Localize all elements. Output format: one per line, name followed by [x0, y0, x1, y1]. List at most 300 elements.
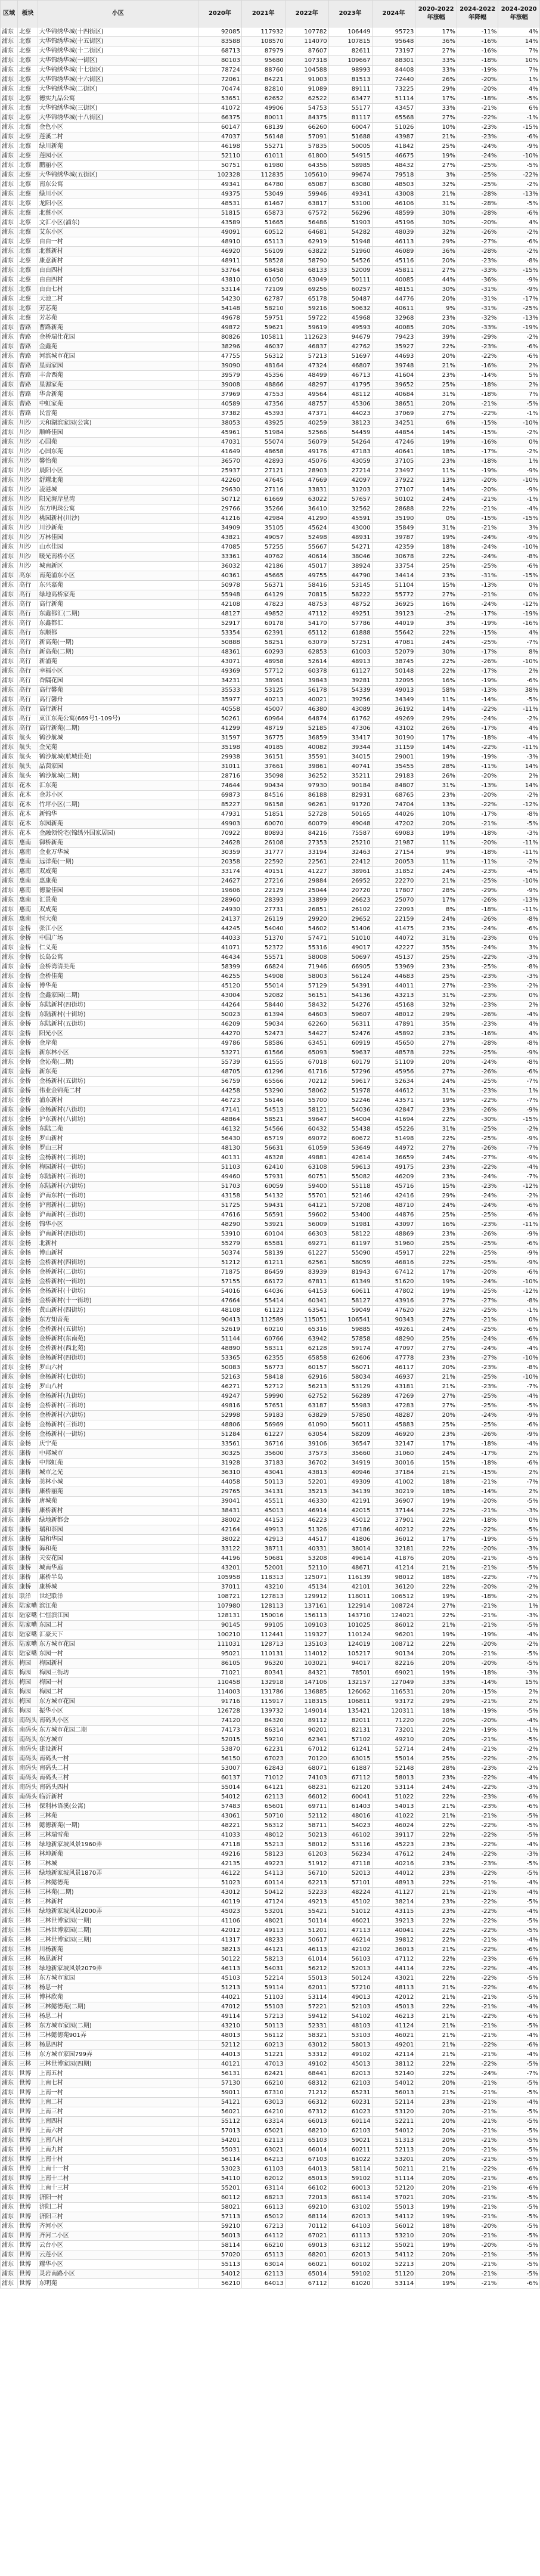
price-2023-cell: 49017 [328, 943, 372, 953]
price-2021-cell: 64129 [241, 590, 285, 600]
change-2022-2024-cell: -18% [457, 848, 498, 857]
district-cell: 浦东 [1, 342, 18, 352]
price-2020-cell: 49247 [198, 1392, 241, 1401]
price-2020-cell: 45023 [198, 1907, 241, 1916]
price-2022-cell: 66312 [285, 2098, 328, 2107]
price-2023-cell: 60179 [328, 1058, 372, 1067]
sector-cell: 川沙 [18, 438, 38, 447]
price-2020-cell: 43589 [198, 218, 241, 228]
price-2024-cell: 32095 [372, 676, 415, 686]
price-2021-cell: 65719 [241, 1134, 285, 1144]
price-2020-cell: 90413 [198, 1315, 241, 1325]
price-2021-cell: 65873 [241, 209, 285, 218]
sector-cell: 金杨 [18, 1115, 38, 1125]
change-2020-2024-cell: -13% [498, 314, 540, 323]
price-2023-cell: 40741 [328, 762, 372, 772]
change-2020-2024-cell: -2% [498, 1640, 540, 1649]
price-2024-cell: 47269 [372, 1392, 415, 1401]
price-2022-cell: 35591 [285, 753, 328, 762]
change-2020-2022-cell: 22% [415, 1134, 457, 1144]
sector-cell: 南码头 [18, 1783, 38, 1792]
change-2022-2024-cell: -23% [457, 123, 498, 132]
table-row [1, 1573, 540, 1583]
change-2022-2024-cell: -19% [457, 66, 498, 75]
price-2022-cell: 63108 [285, 1163, 328, 1172]
change-2020-2022-cell: 20% [415, 2155, 457, 2165]
change-2020-2022-cell: 22% [415, 1258, 457, 1268]
change-2022-2024-cell: -27% [457, 1354, 498, 1363]
price-2023-cell: 98993 [328, 66, 372, 75]
district-cell: 浦东 [1, 1077, 18, 1086]
price-2021-cell: 42984 [241, 514, 285, 524]
price-2020-cell: 43201 [198, 1563, 241, 1573]
price-2020-cell: 56759 [198, 1077, 241, 1086]
district-cell: 浦东 [1, 1916, 18, 1926]
change-2020-2022-cell: 23% [415, 2098, 457, 2107]
community-cell: 金杨新村(一街坊) [38, 1430, 198, 1439]
price-2020-cell: 49816 [198, 1401, 241, 1411]
district-cell: 浦东 [1, 543, 18, 552]
price-2021-cell: 84221 [241, 75, 285, 85]
price-2022-cell: 47669 [285, 476, 328, 485]
district-cell: 浦东 [1, 962, 18, 972]
change-2022-2024-cell: -20% [457, 85, 498, 94]
district-cell: 浦东 [1, 1449, 18, 1459]
district-cell: 浦东 [1, 657, 18, 667]
price-2024-cell: 41604 [372, 371, 415, 380]
sector-cell: 三林 [18, 1888, 38, 1897]
price-2020-cell: 91716 [198, 1697, 241, 1707]
change-2020-2022-cell: 23% [415, 1430, 457, 1439]
price-2020-cell: 58114 [198, 2241, 241, 2250]
district-cell: 浦东 [1, 1831, 18, 1840]
price-2020-cell: 60147 [198, 123, 241, 132]
district-cell: 浦东 [1, 2270, 18, 2279]
sector-cell: 金杨 [18, 1354, 38, 1363]
community-cell: 東江东苑公寓(669号1-109号) [38, 714, 198, 724]
change-2020-2022-cell: 23% [415, 1172, 457, 1182]
change-2020-2024-cell: -5% [498, 2260, 540, 2270]
price-2020-cell: 28716 [198, 772, 241, 781]
change-2022-2024-cell: -25% [457, 1048, 498, 1058]
price-2021-cell: 95680 [241, 56, 285, 66]
district-cell: 浦东 [1, 753, 18, 762]
community-cell: 山水佳园 [38, 543, 198, 552]
district-cell: 浦东 [1, 1058, 18, 1067]
district-cell: 浦东 [1, 1401, 18, 1411]
change-2020-2022-cell: 19% [415, 438, 457, 447]
change-2022-2024-cell: -15% [457, 514, 498, 524]
district-cell: 浦东 [1, 400, 18, 409]
price-2023-cell: 49341 [328, 190, 372, 199]
price-2022-cell: 61059 [285, 1144, 328, 1153]
change-2022-2024-cell: -17% [457, 810, 498, 819]
price-2022-cell: 57835 [285, 142, 328, 151]
price-2023-cell: 51981 [328, 1220, 372, 1230]
price-2024-cell: 51960 [372, 1239, 415, 1249]
change-2020-2024-cell: -6% [498, 1335, 540, 1344]
sector-cell: 金杨 [18, 1239, 38, 1249]
price-2022-cell: 118315 [285, 1697, 328, 1707]
price-2024-cell: 48913 [372, 1878, 415, 1888]
district-cell: 浦东 [1, 1163, 18, 1172]
price-2021-cell: 56631 [241, 1144, 285, 1153]
table-row [1, 1325, 540, 1335]
price-2024-cell: 124021 [372, 1611, 415, 1621]
price-2023-cell: 59885 [328, 1325, 372, 1335]
sector-cell: 北蔡 [18, 123, 38, 132]
price-2023-cell: 26623 [328, 896, 372, 905]
price-2023-cell: 29652 [328, 915, 372, 924]
price-2020-cell: 51144 [198, 1335, 241, 1344]
table-row [1, 37, 540, 47]
sector-cell: 世博 [18, 2222, 38, 2231]
change-2020-2022-cell: 22% [415, 2069, 457, 2079]
price-2024-cell: 21987 [372, 838, 415, 848]
price-2020-cell: 36032 [198, 562, 241, 571]
price-2020-cell: 44033 [198, 934, 241, 943]
district-cell: 浦东 [1, 896, 18, 905]
community-cell: 川沙新苑 [38, 524, 198, 533]
change-2022-2024-cell: -25% [457, 1306, 498, 1315]
table-row [1, 657, 540, 667]
change-2022-2024-cell: -27% [457, 1296, 498, 1306]
price-2020-cell: 48361 [198, 648, 241, 657]
price-2023-cell: 53129 [328, 1382, 372, 1392]
table-row [1, 1592, 540, 1602]
change-2020-2022-cell: 18% [415, 1487, 457, 1497]
table-row [1, 1439, 540, 1449]
price-2024-cell: 47802 [372, 1287, 415, 1296]
price-2021-cell: 60213 [241, 2041, 285, 2050]
price-2024-cell: 120311 [372, 1707, 415, 1716]
change-2022-2024-cell: -13% [457, 686, 498, 695]
table-row [1, 75, 540, 85]
table-row [1, 1067, 540, 1077]
community-cell: 罗山新村 [38, 1134, 198, 1144]
price-2020-cell: 45120 [198, 982, 241, 991]
price-2021-cell: 46037 [241, 342, 285, 352]
price-2024-cell: 28688 [372, 504, 415, 514]
change-2020-2024-cell: 14% [498, 781, 540, 791]
district-cell: 浦东 [1, 1688, 18, 1697]
change-2022-2024-cell: -21% [457, 2107, 498, 2117]
change-2022-2024-cell: -11% [457, 762, 498, 772]
price-2020-cell: 48013 [198, 2031, 241, 2041]
price-2023-cell: 42015 [328, 1506, 372, 1516]
change-2020-2024-cell: -5% [498, 1649, 540, 1659]
price-2024-cell: 36012 [372, 1535, 415, 1544]
price-2022-cell: 40614 [285, 552, 328, 562]
price-2022-cell: 56178 [285, 686, 328, 695]
price-2020-cell: 45961 [198, 428, 241, 438]
community-cell: 城南华庭 [38, 1563, 198, 1573]
price-2021-cell: 66210 [241, 2079, 285, 2088]
change-2020-2022-cell: 11% [415, 695, 457, 705]
price-2022-cell: 40082 [285, 743, 328, 753]
price-2020-cell: 41033 [198, 1831, 241, 1840]
price-2023-cell: 43059 [328, 457, 372, 466]
price-2023-cell: 82131 [328, 1726, 372, 1735]
price-2020-cell: 52998 [198, 1411, 241, 1420]
price-2024-cell: 43181 [372, 1382, 415, 1392]
change-2022-2024-cell: -28% [457, 190, 498, 199]
change-2020-2024-cell: 2% [498, 1001, 540, 1010]
community-cell: 鹤沙航城(二期) [38, 772, 198, 781]
price-2020-cell: 50888 [198, 638, 241, 648]
change-2020-2022-cell: 25% [415, 1210, 457, 1220]
sector-cell: 川沙 [18, 524, 38, 533]
change-2020-2024-cell: -5% [498, 1735, 540, 1745]
change-2022-2024-cell: -21% [457, 1563, 498, 1573]
column-header: 2023年 [328, 1, 372, 27]
price-2023-cell: 81117 [328, 113, 372, 123]
price-2021-cell: 96320 [241, 1659, 285, 1668]
change-2022-2024-cell: -25% [457, 1392, 498, 1401]
table-row [1, 2050, 540, 2060]
price-2024-cell: 57021 [372, 2193, 415, 2203]
sector-cell: 南码头 [18, 1745, 38, 1754]
sector-cell: 川沙 [18, 514, 38, 524]
price-2020-cell: 43821 [198, 533, 241, 543]
table-row [1, 1821, 540, 1831]
price-2023-cell: 52009 [328, 266, 372, 275]
change-2020-2022-cell: 27% [415, 1344, 457, 1354]
table-row [1, 1602, 540, 1611]
price-2020-cell: 52110 [198, 151, 241, 161]
change-2020-2024-cell: -9% [498, 1106, 540, 1115]
table-row [1, 2155, 540, 2165]
price-2021-cell: 53125 [241, 686, 285, 695]
district-cell: 浦东 [1, 1287, 18, 1296]
price-2022-cell: 61203 [285, 1850, 328, 1859]
price-2023-cell: 106449 [328, 27, 372, 37]
price-2020-cell: 31011 [198, 762, 241, 772]
district-cell: 浦东 [1, 1048, 18, 1058]
price-2024-cell: 39748 [372, 361, 415, 371]
change-2022-2024-cell: -21% [457, 2279, 498, 2289]
price-2023-cell: 38046 [328, 552, 372, 562]
sector-cell: 高行 [18, 657, 38, 667]
price-2022-cell: 63187 [285, 1401, 328, 1411]
price-2024-cell: 53120 [372, 2107, 415, 2117]
price-2023-cell: 48224 [328, 1888, 372, 1897]
district-cell: 浦东 [1, 295, 18, 304]
price-2022-cell: 52498 [285, 533, 328, 543]
price-2020-cell: 51725 [198, 1201, 241, 1210]
sector-cell: 北蔡 [18, 75, 38, 85]
price-2021-cell: 42186 [241, 562, 285, 571]
price-2021-cell: 35600 [241, 1449, 285, 1459]
community-cell: 新浦苑 [38, 657, 198, 667]
district-cell: 浦东 [1, 819, 18, 829]
community-cell: 东陆新村(四街坊) [38, 1001, 198, 1010]
district-cell: 浦东 [1, 1926, 18, 1936]
change-2022-2024-cell: -13% [457, 581, 498, 590]
district-cell: 浦东 [1, 1735, 18, 1745]
community-cell: 金岸苑 [38, 1039, 198, 1048]
table-row [1, 1497, 540, 1506]
price-2020-cell: 49786 [198, 1039, 241, 1048]
price-2020-cell: 41071 [198, 943, 241, 953]
price-2021-cell: 60178 [241, 619, 285, 628]
price-2023-cell: 50632 [328, 304, 372, 314]
district-cell: 浦东 [1, 323, 18, 333]
change-2022-2024-cell: -21% [457, 2184, 498, 2193]
district-cell: 浦东 [1, 943, 18, 953]
price-2022-cell: 48753 [285, 600, 328, 609]
district-cell: 浦东 [1, 1001, 18, 1010]
price-2023-cell: 54004 [328, 1115, 372, 1125]
price-2020-cell: 47616 [198, 1210, 241, 1220]
district-cell: 浦东 [1, 686, 18, 695]
community-cell: 大华锦绣华城(十二街区) [38, 47, 198, 56]
sector-cell: 金杨 [18, 1163, 38, 1172]
price-2024-cell: 54012 [372, 2126, 415, 2136]
price-2024-cell: 54112 [372, 2250, 415, 2260]
community-cell: 张江小区 [38, 924, 198, 934]
change-2020-2024-cell: 2% [498, 1468, 540, 1478]
sector-cell: 世博 [18, 2193, 38, 2203]
district-cell: 浦东 [1, 724, 18, 733]
price-2024-cell: 37105 [372, 457, 415, 466]
price-2024-cell: 46089 [372, 247, 415, 256]
change-2020-2022-cell: 20% [415, 2250, 457, 2260]
change-2020-2024-cell: 0% [498, 590, 540, 600]
community-cell: 金苏小区 [38, 791, 198, 800]
price-2024-cell: 41127 [372, 1888, 415, 1897]
price-2024-cell: 51498 [372, 1134, 415, 1144]
price-2023-cell: 52103 [328, 2002, 372, 2012]
change-2020-2024-cell: -1% [498, 1726, 540, 1735]
community-cell: 大华锦绣华城(十八街区) [38, 113, 198, 123]
change-2020-2024-cell: 7% [498, 390, 540, 400]
district-cell: 浦东 [1, 953, 18, 962]
price-2020-cell: 68713 [198, 47, 241, 56]
change-2020-2024-cell: -2% [498, 428, 540, 438]
price-2024-cell: 43102 [372, 724, 415, 733]
sector-cell: 三林 [18, 2041, 38, 2050]
price-2021-cell: 50412 [241, 1888, 285, 1897]
change-2020-2022-cell: 18% [415, 1478, 457, 1487]
change-2020-2024-cell: -5% [498, 1497, 540, 1506]
price-2024-cell: 45196 [372, 218, 415, 228]
change-2020-2024-cell: -7% [498, 1382, 540, 1392]
table-row [1, 104, 540, 113]
change-2020-2022-cell: 28% [415, 762, 457, 772]
price-2020-cell: 42135 [198, 1859, 241, 1869]
sector-cell: 北蔡 [18, 56, 38, 66]
price-2020-cell: 54121 [198, 2098, 241, 2107]
change-2022-2024-cell: -21% [457, 1611, 498, 1621]
price-2023-cell: 61003 [328, 648, 372, 657]
price-2021-cell: 38961 [241, 676, 285, 686]
price-2022-cell: 91003 [285, 75, 328, 85]
price-2022-cell: 53208 [285, 1554, 328, 1563]
price-2022-cell: 63817 [285, 199, 328, 209]
price-2021-cell: 71012 [241, 1773, 285, 1783]
price-2021-cell: 68213 [241, 2193, 285, 2203]
community-cell: 高行新苑 [38, 600, 198, 609]
change-2020-2024-cell: -5% [498, 1554, 540, 1563]
price-2023-cell: 82931 [328, 791, 372, 800]
sector-cell: 金桥 [18, 982, 38, 991]
sector-cell: 康桥 [18, 1459, 38, 1468]
price-2020-cell: 51103 [198, 1163, 241, 1172]
change-2020-2024-cell: -5% [498, 1821, 540, 1831]
price-2024-cell: 45883 [372, 1420, 415, 1430]
price-2021-cell: 62421 [241, 2069, 285, 2079]
change-2020-2024-cell: -4% [498, 504, 540, 514]
change-2022-2024-cell: -24% [457, 543, 498, 552]
district-cell: 浦东 [1, 905, 18, 915]
sector-cell: 高行 [18, 590, 38, 600]
price-2021-cell: 57931 [241, 1172, 285, 1182]
price-2024-cell: 65568 [372, 113, 415, 123]
change-2020-2024-cell: -9% [498, 485, 540, 495]
price-2024-cell: 47246 [372, 438, 415, 447]
price-2022-cell: 52614 [285, 657, 328, 667]
price-2024-cell: 41475 [372, 924, 415, 934]
price-2021-cell: 55103 [241, 2002, 285, 2012]
change-2020-2022-cell: 27% [415, 1067, 457, 1077]
price-2023-cell: 49251 [328, 609, 372, 619]
change-2022-2024-cell: -21% [457, 2002, 498, 2012]
change-2020-2024-cell: -2% [498, 982, 540, 991]
sector-cell: 金桥 [18, 1020, 38, 1029]
district-cell: 浦东 [1, 533, 18, 543]
change-2022-2024-cell: -31% [457, 304, 498, 314]
sector-cell: 航头 [18, 772, 38, 781]
change-2020-2024-cell: 2% [498, 380, 540, 390]
change-2020-2022-cell: 23% [415, 1029, 457, 1039]
district-cell: 浦东 [1, 495, 18, 504]
price-2021-cell: 61669 [241, 495, 285, 504]
change-2020-2022-cell: 24% [415, 1850, 457, 1859]
price-2024-cell: 49013 [372, 686, 415, 695]
district-cell: 浦东 [1, 1630, 18, 1640]
price-2021-cell: 80341 [241, 1668, 285, 1678]
change-2022-2024-cell: -24% [457, 943, 498, 953]
price-2020-cell: 54148 [198, 304, 241, 314]
change-2020-2024-cell: -1% [498, 495, 540, 504]
price-2021-cell: 117932 [241, 27, 285, 37]
price-2022-cell: 59946 [285, 190, 328, 199]
table-row [1, 724, 540, 733]
price-2023-cell: 61197 [328, 1239, 372, 1249]
district-cell: 浦东 [1, 619, 18, 628]
price-2023-cell: 43089 [328, 705, 372, 714]
sector-cell: 川沙 [18, 533, 38, 543]
change-2022-2024-cell: -22% [457, 1163, 498, 1172]
community-cell: 三林懿德苑(二期) [38, 2002, 198, 2012]
price-2022-cell: 58121 [285, 1106, 328, 1115]
price-2024-cell: 38745 [372, 657, 415, 667]
change-2020-2024-cell: -6% [498, 1201, 540, 1210]
sector-cell: 川沙 [18, 485, 38, 495]
price-2023-cell: 55090 [328, 1249, 372, 1258]
table-row [1, 180, 540, 190]
community-cell: 汇东苑 [38, 781, 198, 791]
table-row [1, 1306, 540, 1315]
price-2023-cell: 48671 [328, 1563, 372, 1573]
price-2020-cell: 53910 [198, 1230, 241, 1239]
sector-cell: 世博 [18, 2203, 38, 2212]
price-2023-cell: 62013 [328, 2250, 372, 2260]
price-2021-cell: 47013 [241, 2060, 285, 2069]
price-2023-cell: 50697 [328, 953, 372, 962]
price-2023-cell: 59049 [328, 1306, 372, 1315]
